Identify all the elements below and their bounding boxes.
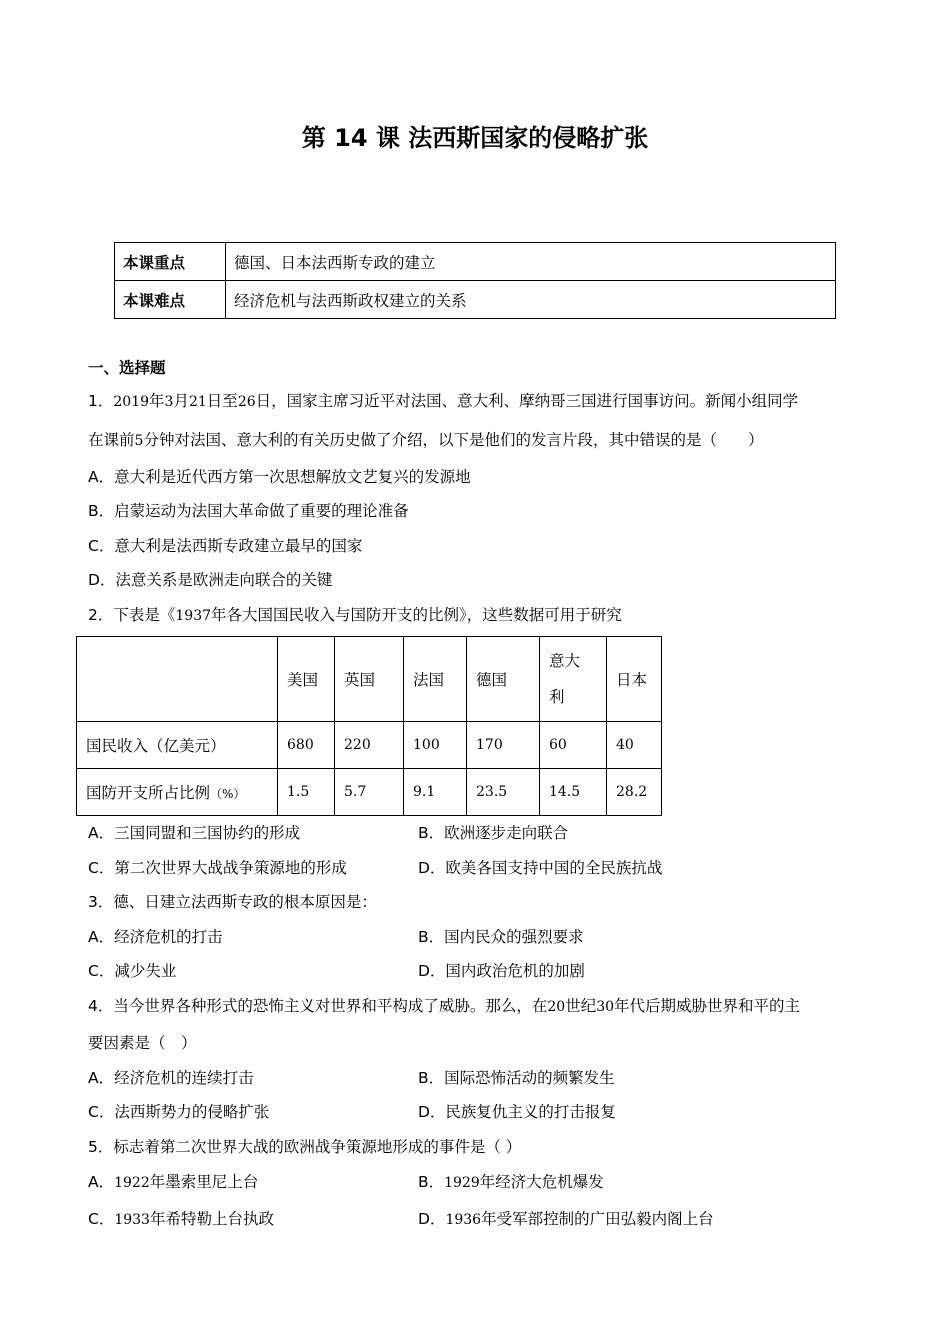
q1-stem-line1 <box>88 389 798 411</box>
header-cell <box>77 637 278 722</box>
q1-day: 26 <box>237 394 256 410</box>
table-cell: 60 <box>540 722 607 769</box>
q3-stem: 3．德、日建立法西斯专政的根本原因是： <box>88 893 377 911</box>
q4-stem-line2: 要因素是（ ） <box>88 1034 197 1052</box>
key-points-table <box>114 242 836 319</box>
q2-option-a: A．三国同盟和三国协约的形成 <box>88 824 301 842</box>
q2-option-d: D．欧美各国支持中国的全民族抗战 <box>418 859 663 877</box>
q2-text: 年各大国国民收入与国防开支的比例》，这些数据可用于研究 <box>211 606 622 624</box>
row-label: 国民收入（亿美元） <box>77 722 278 769</box>
q4-options-row2 <box>88 1100 616 1122</box>
table-row <box>115 243 836 281</box>
table-cell: 170 <box>467 722 540 769</box>
table-cell: 9.1 <box>404 769 467 816</box>
table-row <box>77 769 662 816</box>
option-year: 1933 <box>114 1212 150 1228</box>
row-label <box>77 769 278 816</box>
q1-text: 分钟对法国、意大利的有关历史做了介绍，以下是他们的发言片段，其中错误的是（ ） <box>143 431 764 449</box>
section-title: 一、选择题 <box>88 359 166 377</box>
q4-text: 4．当今世界各种形式的恐怖主义对世界和平构成了威胁。那么，在 <box>88 997 548 1015</box>
table-row <box>77 722 662 769</box>
q1-year: 2019 <box>113 394 150 410</box>
table-cell: 28.2 <box>607 769 662 816</box>
q4-century: 20 <box>547 999 566 1015</box>
option-letter: A． <box>88 1173 115 1191</box>
table-cell: 5.7 <box>335 769 404 816</box>
q5-option-a <box>88 1173 258 1191</box>
q1-month: 3 <box>164 394 174 410</box>
q4-option-c: C．法西斯势力的侵略扩张 <box>88 1103 270 1121</box>
page-title: 第 14 课 法西斯国家的侵略扩张 <box>301 124 649 152</box>
q2-option-b: B．欧洲逐步走向联合 <box>418 824 569 842</box>
q4-option-d: D．民族复仇主义的打击报复 <box>418 1103 616 1121</box>
q1-option-c: C．意大利是法西斯专政建立最早的国家 <box>88 537 363 555</box>
q4-decade: 30 <box>596 999 615 1015</box>
header-cell: 日本 <box>607 637 662 722</box>
option-text: 年墨索里尼上台 <box>149 1173 259 1191</box>
table-cell: 100 <box>404 722 467 769</box>
q1-minutes: 5 <box>134 433 144 449</box>
q3-options-row1 <box>88 925 584 947</box>
row-label-text: 国防开支所占比例 <box>86 784 211 802</box>
q5-options-row2 <box>88 1207 714 1229</box>
q3-option-c: C．减少失业 <box>88 962 177 980</box>
option-year: 1922 <box>114 1175 150 1191</box>
table-row <box>115 281 836 319</box>
q4-text: 世纪 <box>565 997 597 1015</box>
option-text: 年希特勒上台执政 <box>149 1210 274 1228</box>
table-cell: 40 <box>607 722 662 769</box>
q5-option-d <box>418 1207 714 1229</box>
q5-stem: 5．标志着第二次世界大战的欧洲战争策源地形成的事件是（ ） <box>88 1138 522 1156</box>
q2-text: 下表是《 <box>113 606 176 624</box>
q2-option-c: C．第二次世界大战战争策源地的形成 <box>88 859 347 877</box>
option-letter: B． <box>418 1173 445 1191</box>
q1-number: 1． <box>88 392 114 410</box>
option-year: 1936 <box>445 1212 482 1228</box>
row-label-unit: （%） <box>210 787 246 801</box>
q1-text: 年 <box>149 392 165 410</box>
q4-option-a: A．经济危机的连续打击 <box>88 1069 254 1087</box>
q1-text: 月 <box>173 392 189 410</box>
option-year: 1929 <box>444 1175 480 1191</box>
table-cell: 220 <box>335 722 404 769</box>
q2-stem <box>88 603 622 625</box>
q1-day: 21 <box>188 394 207 410</box>
q2-options-row1 <box>88 821 569 843</box>
q2-number: 2． <box>88 606 114 624</box>
difficulty-value: 经济危机与法西斯政权建立的关系 <box>226 281 836 319</box>
table-cell: 23.5 <box>467 769 540 816</box>
q1-text: 日至 <box>206 392 238 410</box>
key-value: 德国、日本法西斯专政的建立 <box>226 243 836 281</box>
q1-option-a: A．意大利是近代西方第一次思想解放文艺复兴的发源地 <box>88 468 471 486</box>
q5-option-c <box>88 1210 274 1228</box>
q1-option-b: B．启蒙运动为法国大革命做了重要的理论准备 <box>88 502 409 520</box>
table-header-row <box>77 637 662 722</box>
table-cell: 14.5 <box>540 769 607 816</box>
key-label: 本课重点 <box>115 243 226 281</box>
header-text: 利 <box>549 688 565 706</box>
q5-options-row1 <box>88 1170 604 1192</box>
option-letter: D． <box>418 1210 446 1228</box>
option-text: 年经济大危机爆发 <box>479 1173 604 1191</box>
q3-options-row2 <box>88 959 585 981</box>
table-cell: 1.5 <box>278 769 335 816</box>
difficulty-label: 本课难点 <box>115 281 226 319</box>
q3-option-d: D．国内政治危机的加剧 <box>418 962 585 980</box>
option-letter: C． <box>88 1210 115 1228</box>
q3-option-b: B．国内民众的强烈要求 <box>418 928 584 946</box>
q1-text: 在课前 <box>88 431 135 449</box>
header-cell: 法国 <box>404 637 467 722</box>
q1-option-d: D．法意关系是欧洲走向联合的关键 <box>88 571 333 589</box>
header-cell <box>540 637 607 722</box>
q2-year: 1937 <box>175 608 212 624</box>
header-cell: 德国 <box>467 637 540 722</box>
q3-option-a: A．经济危机的打击 <box>88 928 223 946</box>
q4-option-b: B．国际恐怖活动的频繁发生 <box>418 1069 615 1087</box>
header-cell: 美国 <box>278 637 335 722</box>
q4-options-row1 <box>88 1066 615 1088</box>
option-text: 年受军部控制的广田弘毅内阁上台 <box>481 1210 714 1228</box>
header-cell: 英国 <box>335 637 404 722</box>
table-cell: 680 <box>278 722 335 769</box>
q1-stem-line2 <box>88 428 763 450</box>
q5-option-b <box>418 1170 604 1192</box>
q4-text: 年代后期威胁世界和平的主 <box>614 997 801 1015</box>
header-text: 意大 <box>549 652 581 670</box>
q2-options-row2 <box>88 856 663 878</box>
q4-stem-line1 <box>88 994 800 1016</box>
data-table <box>76 636 662 816</box>
q1-text: 日，国家主席习近平对法国、意大利、摩纳哥三国进行国事访问。新闻小组同学 <box>255 392 799 410</box>
